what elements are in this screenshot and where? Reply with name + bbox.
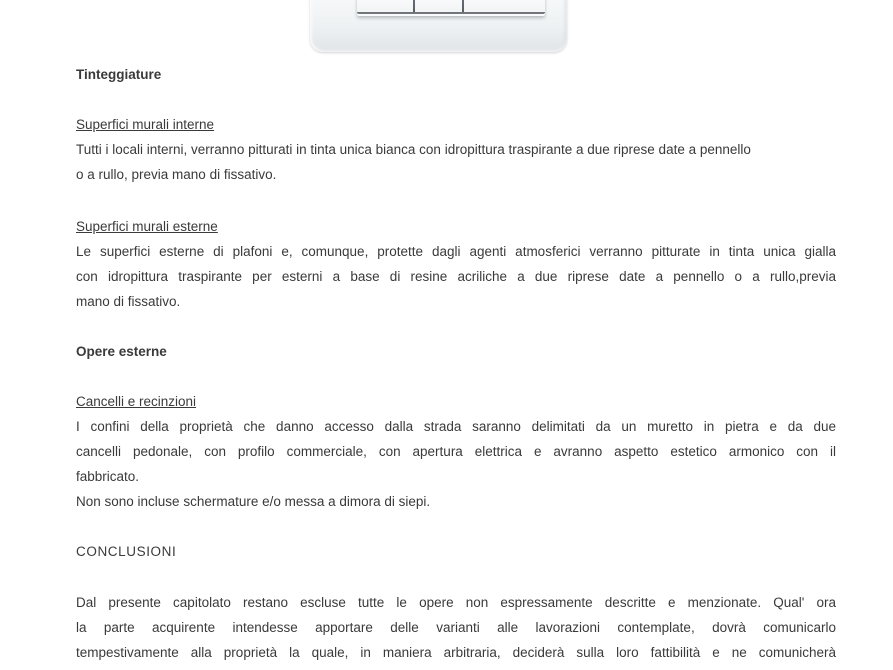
paragraph-line: fabbricato. — [76, 469, 140, 484]
paragraph-line: la parte acquirente intendesse apportare delle varianti alle lavorazioni contemplate, dovrà comunicarlo — [76, 620, 836, 635]
paragraph-line: con idropittura traspirante per esterni a base di resine acriliche a due riprese date a pennello o a rullo,previa — [76, 269, 836, 284]
heading-conclusioni: CONCLUSIONI — [76, 544, 177, 559]
document-body — [76, 0, 836, 665]
paragraph-line: Tutti i locali interni, verranno pitturati in tinta unica bianca con idropittura traspirante a due riprese date a pennello — [76, 142, 751, 157]
subheading-superfici-murali-interne: Superfici murali interne — [76, 117, 215, 132]
subheading-superfici-murali-esterne: Superfici murali esterne — [76, 219, 218, 234]
spacer — [76, 87, 836, 112]
paragraph-line: Le superfici esterne di plafoni e, comunque, protette dagli agenti atmosferici verranno pitturate in tinta unica gialla — [76, 244, 836, 259]
heading-opere-esterne: Opere esterne — [76, 344, 167, 359]
spacer — [76, 514, 836, 539]
paragraph-line: I confini della proprietà che danno accesso dalla strada saranno delimitati da un muretto in pietra e da due — [76, 419, 836, 434]
paragraph-line: Dal presente capitolato restano escluse tutte le opere non espressamente descritte e menzionate. Qual' ora — [76, 595, 836, 610]
spacer — [76, 564, 836, 590]
paragraph-note-line: Non sono incluse schermature e/o messa a dimora di siepi. — [76, 494, 431, 509]
paragraph-line: mano di fissativo. — [76, 294, 181, 309]
spacer — [76, 187, 836, 214]
spacer — [76, 314, 836, 339]
heading-tinteggiature: Tinteggiature — [76, 67, 162, 82]
paragraph-line: cancelli pedonale, con profilo commerciale, con apertura elettrica e avranno aspetto estetico armonico con il — [76, 444, 836, 459]
spacer — [76, 364, 836, 389]
paragraph-line: tempestivamente alla proprietà la quale, in maniera arbitraria, deciderà sulla loro fattibilità e ne comunicherà — [76, 645, 836, 660]
subheading-cancelli-e-recinzioni: Cancelli e recinzioni — [76, 394, 197, 409]
paragraph-line: o a rullo, previa mano di fissativo. — [76, 167, 277, 182]
